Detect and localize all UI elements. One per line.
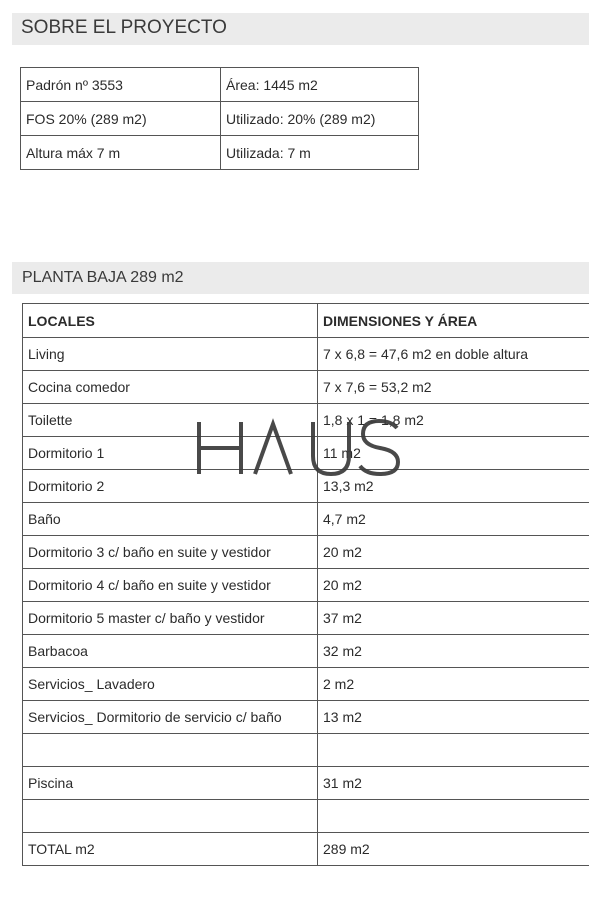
table-cell: Dormitorio 4 c/ baño en suite y vestidor: [23, 569, 318, 602]
table-row: [23, 503, 589, 536]
table-cell: Baño: [23, 503, 318, 536]
table-cell: [23, 734, 318, 767]
table-cell: [23, 800, 318, 833]
table-cell: 7 x 6,8 = 47,6 m2 en doble altura: [318, 338, 589, 371]
table-row: [21, 68, 419, 102]
table-cell: [318, 800, 589, 833]
rooms-table: [22, 303, 589, 866]
table-row: [23, 668, 589, 701]
table-cell: Altura máx 7 m: [21, 136, 221, 170]
table-cell: Padrón nº 3553: [21, 68, 221, 102]
table-cell: 1,8 x 1 = 1,8 m2: [318, 404, 589, 437]
table-cell: Living: [23, 338, 318, 371]
table-cell: FOS 20% (289 m2): [21, 102, 221, 136]
table-cell: 13 m2: [318, 701, 589, 734]
table-cell: 11 m2: [318, 437, 589, 470]
table-cell: 20 m2: [318, 569, 589, 602]
table-cell: Barbacoa: [23, 635, 318, 668]
table-cell: Dormitorio 1: [23, 437, 318, 470]
table-row: [23, 338, 589, 371]
table-cell: Dormitorio 3 c/ baño en suite y vestidor: [23, 536, 318, 569]
table-row-empty: [23, 734, 589, 767]
table-cell: Dormitorio 5 master c/ baño y vestidor: [23, 602, 318, 635]
table-row: [21, 136, 419, 170]
table-cell: Utilizada: 7 m: [221, 136, 419, 170]
table-cell: 4,7 m2: [318, 503, 589, 536]
table-cell: 32 m2: [318, 635, 589, 668]
table-cell: 7 x 7,6 = 53,2 m2: [318, 371, 589, 404]
table-row-empty: [23, 800, 589, 833]
section-title-planta-baja: PLANTA BAJA 289 m2: [12, 262, 589, 294]
project-summary-table: [20, 67, 419, 170]
table-row: [23, 635, 589, 668]
table-cell: 2 m2: [318, 668, 589, 701]
table-cell: 20 m2: [318, 536, 589, 569]
section-title-sobre-el-proyecto: SOBRE EL PROYECTO: [12, 13, 589, 45]
table-row: [23, 371, 589, 404]
table-cell: Servicios_ Dormitorio de servicio c/ baño: [23, 701, 318, 734]
table-header-row: [23, 304, 589, 338]
table-cell: Dormitorio 2: [23, 470, 318, 503]
column-header-locales: LOCALES: [23, 304, 318, 338]
table-cell: TOTAL m2: [23, 833, 318, 866]
table-cell: Piscina: [23, 767, 318, 800]
table-row: [23, 701, 589, 734]
table-cell: Cocina comedor: [23, 371, 318, 404]
table-row: [23, 767, 589, 800]
table-cell: Toilette: [23, 404, 318, 437]
table-cell: 37 m2: [318, 602, 589, 635]
table-row: [23, 602, 589, 635]
table-row: [23, 536, 589, 569]
table-cell: 289 m2: [318, 833, 589, 866]
table-cell: [318, 734, 589, 767]
table-cell: 31 m2: [318, 767, 589, 800]
haus-watermark-logo: [193, 418, 405, 476]
table-row: [23, 569, 589, 602]
table-row-total: [23, 833, 589, 866]
table-cell: Utilizado: 20% (289 m2): [221, 102, 419, 136]
table-cell: 13,3 m2: [318, 470, 589, 503]
table-row: [21, 102, 419, 136]
table-cell: Área: 1445 m2: [221, 68, 419, 102]
column-header-dimensiones: DIMENSIONES Y ÁREA: [318, 304, 589, 338]
table-cell: Servicios_ Lavadero: [23, 668, 318, 701]
